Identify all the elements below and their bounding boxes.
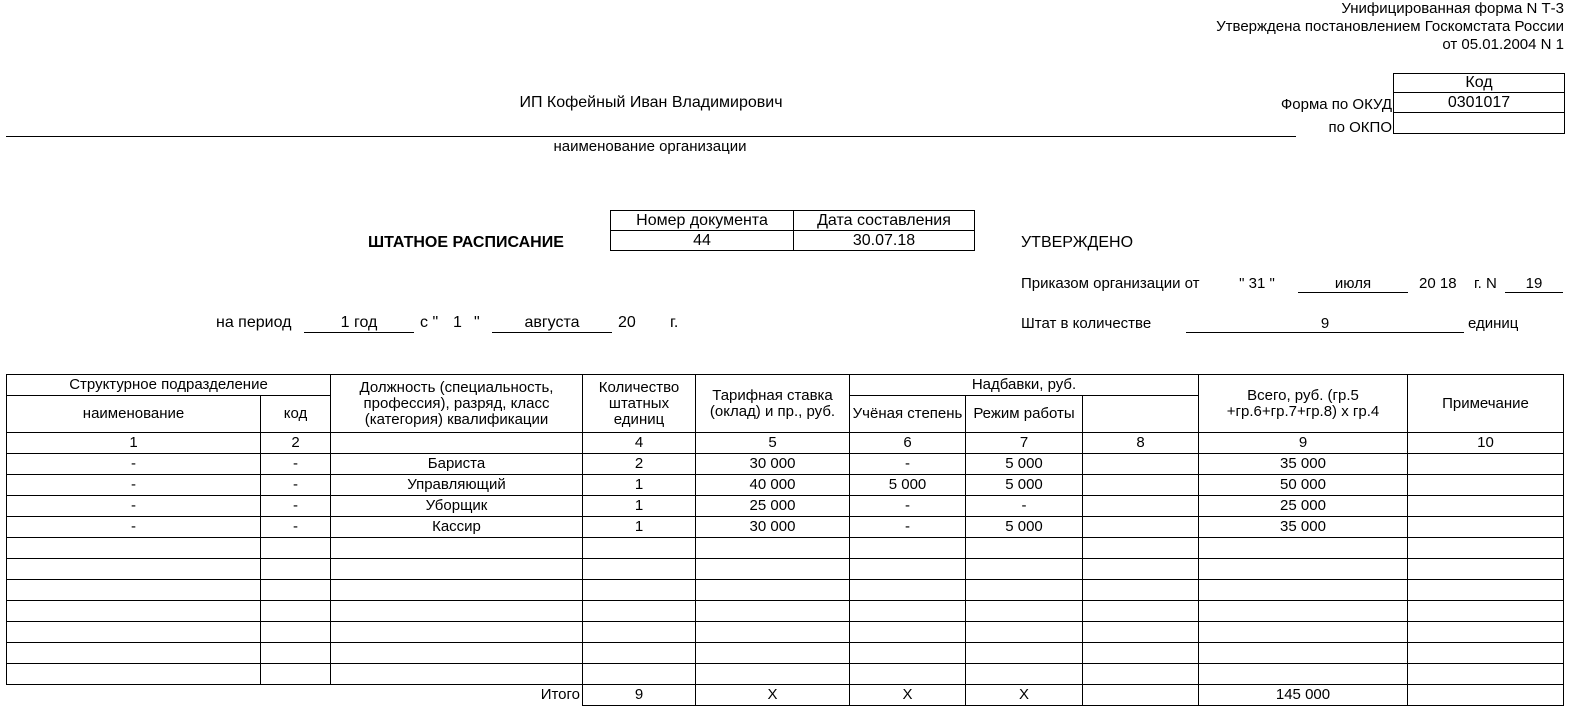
cell-position: Кассир [331, 517, 583, 538]
header-count: Количество штатных единиц [583, 375, 696, 433]
header-total: Всего, руб. (гр.5 +гр.6+гр.7+гр.8) х гр.4 [1199, 375, 1408, 433]
cell-extra [1083, 559, 1199, 580]
cell-note [1408, 664, 1564, 685]
organization-name: ИП Кофейный Иван Владимирович [519, 94, 783, 111]
totals-count: 9 [583, 685, 696, 706]
cell-division-code [261, 580, 331, 601]
cell-note [1408, 622, 1564, 643]
order-month: июля [1298, 275, 1408, 293]
cell-count [583, 664, 696, 685]
cell-work-mode [966, 559, 1083, 580]
table-row [7, 454, 1564, 475]
cell-degree [850, 601, 966, 622]
cell-extra [1083, 643, 1199, 664]
totals-row [7, 685, 1564, 706]
totals-degree: Х [850, 685, 966, 706]
cell-note [1408, 454, 1564, 475]
document-date-header: Дата составления [794, 211, 975, 231]
cell-division-code [261, 559, 331, 580]
cell-division-name [7, 622, 261, 643]
period-year-suffix: г. [670, 314, 679, 331]
cell-rate [696, 559, 850, 580]
column-number: 9 [1199, 433, 1408, 454]
cell-position [331, 580, 583, 601]
cell-count: 2 [583, 454, 696, 475]
cell-work-mode [966, 601, 1083, 622]
cell-total [1199, 559, 1408, 580]
cell-total: 50 000 [1199, 475, 1408, 496]
cell-extra [1083, 601, 1199, 622]
cell-degree [850, 559, 966, 580]
document-number: 44 [611, 231, 794, 251]
cell-count [583, 601, 696, 622]
codes-box [1393, 73, 1565, 134]
cell-degree [850, 622, 966, 643]
document-date: 30.07.18 [794, 231, 975, 251]
table-row [7, 601, 1564, 622]
period-year: 20 [618, 314, 636, 331]
form-header [1216, 0, 1564, 54]
totals-work-mode: Х [966, 685, 1083, 706]
header-extra [1083, 396, 1199, 433]
cell-division-name [7, 559, 261, 580]
cell-position [331, 622, 583, 643]
form-header-line1: Унифицированная форма N Т-3 [1341, 0, 1564, 17]
column-number: 2 [261, 433, 331, 454]
cell-division-code [261, 643, 331, 664]
cell-note [1408, 601, 1564, 622]
cell-position [331, 643, 583, 664]
cell-rate [696, 580, 850, 601]
column-number: 8 [1083, 433, 1199, 454]
cell-position [331, 601, 583, 622]
cell-count: 1 [583, 517, 696, 538]
cell-note [1408, 538, 1564, 559]
form-header-line3: от 05.01.2004 N 1 [1442, 36, 1564, 53]
cell-total [1199, 643, 1408, 664]
cell-position [331, 664, 583, 685]
cell-division-code: - [261, 517, 331, 538]
table-row [7, 580, 1564, 601]
cell-total [1199, 664, 1408, 685]
totals-total: 145 000 [1199, 685, 1408, 706]
cell-division-code [261, 601, 331, 622]
cell-division-code: - [261, 454, 331, 475]
document-box [610, 210, 975, 251]
cell-extra [1083, 622, 1199, 643]
column-number: 10 [1408, 433, 1564, 454]
column-number: 1 [7, 433, 261, 454]
totals-label: Итого [7, 685, 583, 706]
cell-work-mode [966, 643, 1083, 664]
cell-rate: 40 000 [696, 475, 850, 496]
organization-underline [6, 136, 1296, 137]
table-body [7, 454, 1564, 685]
totals-extra [1083, 685, 1199, 706]
header-allowances: Надбавки, руб. [850, 375, 1199, 396]
cell-rate: 30 000 [696, 517, 850, 538]
period-duration: 1 год [304, 314, 414, 333]
staffing-table [6, 374, 1564, 706]
cell-extra [1083, 538, 1199, 559]
cell-total [1199, 580, 1408, 601]
okpo-value [1394, 113, 1565, 134]
cell-division-name [7, 664, 261, 685]
order-number-label: г. N [1474, 275, 1497, 292]
cell-division-name [7, 643, 261, 664]
cell-division-code [261, 664, 331, 685]
cell-note [1408, 517, 1564, 538]
order-label: Приказом организации от [1021, 275, 1200, 292]
header-division-code: код [261, 396, 331, 433]
cell-note [1408, 496, 1564, 517]
order-year: 20 18 [1419, 275, 1457, 292]
cell-work-mode: 5 000 [966, 454, 1083, 475]
cell-division-name [7, 580, 261, 601]
header-degree: Учёная степень [850, 396, 966, 433]
table-row [7, 496, 1564, 517]
cell-division-code: - [261, 496, 331, 517]
cell-note [1408, 643, 1564, 664]
cell-total [1199, 622, 1408, 643]
cell-division-code: - [261, 475, 331, 496]
cell-extra [1083, 517, 1199, 538]
staff-unit: единиц [1468, 315, 1519, 332]
cell-count [583, 559, 696, 580]
header-division: Структурное подразделение [7, 375, 331, 396]
cell-work-mode [966, 538, 1083, 559]
column-number: 4 [583, 433, 696, 454]
cell-work-mode [966, 622, 1083, 643]
cell-rate [696, 664, 850, 685]
order-day: " 31 " [1239, 275, 1275, 292]
order-number: 19 [1505, 275, 1563, 293]
staff-count: 9 [1186, 315, 1464, 333]
cell-work-mode [966, 580, 1083, 601]
header-note: Примечание [1408, 375, 1564, 433]
cell-count: 1 [583, 496, 696, 517]
cell-rate [696, 601, 850, 622]
document-title: ШТАТНОЕ РАСПИСАНИЕ [368, 234, 564, 251]
cell-division-code [261, 538, 331, 559]
cell-note [1408, 559, 1564, 580]
okud-value: 0301017 [1394, 93, 1565, 113]
header-rate: Тарифная ставка (оклад) и пр., руб. [696, 375, 850, 433]
cell-division-name: - [7, 454, 261, 475]
totals-rate: Х [696, 685, 850, 706]
cell-count [583, 580, 696, 601]
cell-degree [850, 580, 966, 601]
cell-position: Управляющий [331, 475, 583, 496]
cell-degree: - [850, 496, 966, 517]
form-header-line2: Утверждена постановлением Госкомстата России [1216, 18, 1564, 35]
cell-division-name: - [7, 475, 261, 496]
cell-degree [850, 643, 966, 664]
cell-extra [1083, 664, 1199, 685]
cell-division-code [261, 622, 331, 643]
column-number: 7 [966, 433, 1083, 454]
codes-header: Код [1394, 74, 1565, 93]
table-row [7, 559, 1564, 580]
cell-rate: 30 000 [696, 454, 850, 475]
cell-degree [850, 538, 966, 559]
header-work-mode: Режим работы [966, 396, 1083, 433]
cell-degree [850, 664, 966, 685]
cell-count [583, 622, 696, 643]
cell-work-mode: 5 000 [966, 517, 1083, 538]
cell-extra [1083, 496, 1199, 517]
okud-label: Форма по ОКУД [1280, 96, 1392, 113]
cell-total [1199, 601, 1408, 622]
cell-total: 25 000 [1199, 496, 1408, 517]
staff-label: Штат в количестве [1021, 315, 1152, 332]
cell-work-mode: 5 000 [966, 475, 1083, 496]
table-row [7, 517, 1564, 538]
cell-position [331, 559, 583, 580]
cell-degree: - [850, 454, 966, 475]
period-label: на период [216, 314, 292, 331]
table-row [7, 538, 1564, 559]
cell-division-name: - [7, 496, 261, 517]
cell-degree: - [850, 517, 966, 538]
cell-position: Бариста [331, 454, 583, 475]
cell-division-name: - [7, 517, 261, 538]
cell-count: 1 [583, 475, 696, 496]
table-row [7, 622, 1564, 643]
cell-rate [696, 643, 850, 664]
column-number [331, 433, 583, 454]
table-row [7, 664, 1564, 685]
header-division-name: наименование [7, 396, 261, 433]
period-month: августа [492, 314, 612, 333]
period-day: 1 [453, 314, 462, 331]
cell-count [583, 643, 696, 664]
table-row [7, 475, 1564, 496]
cell-rate [696, 622, 850, 643]
cell-position: Уборщик [331, 496, 583, 517]
document-number-header: Номер документа [611, 211, 794, 231]
cell-rate: 25 000 [696, 496, 850, 517]
cell-degree: 5 000 [850, 475, 966, 496]
okpo-label: по ОКПО [1328, 119, 1392, 136]
cell-extra [1083, 454, 1199, 475]
cell-extra [1083, 580, 1199, 601]
cell-rate [696, 538, 850, 559]
table-row [7, 643, 1564, 664]
cell-division-name [7, 601, 261, 622]
approval-title: УТВЕРЖДЕНО [1021, 234, 1134, 251]
column-numbers-row [7, 433, 1564, 454]
period-quote: " [474, 314, 480, 331]
column-number: 5 [696, 433, 850, 454]
cell-division-name [7, 538, 261, 559]
cell-position [331, 538, 583, 559]
cell-total: 35 000 [1199, 517, 1408, 538]
organization-caption: наименование организации [553, 138, 747, 155]
cell-work-mode: - [966, 496, 1083, 517]
column-number: 6 [850, 433, 966, 454]
cell-count [583, 538, 696, 559]
period-from-label: с " [420, 314, 439, 331]
cell-note [1408, 475, 1564, 496]
cell-note [1408, 580, 1564, 601]
cell-extra [1083, 475, 1199, 496]
cell-work-mode [966, 664, 1083, 685]
totals-note [1408, 685, 1564, 706]
cell-total [1199, 538, 1408, 559]
header-position: Должность (специальность, профессия), разряд, класс (категория) квалификации [331, 375, 583, 433]
cell-total: 35 000 [1199, 454, 1408, 475]
